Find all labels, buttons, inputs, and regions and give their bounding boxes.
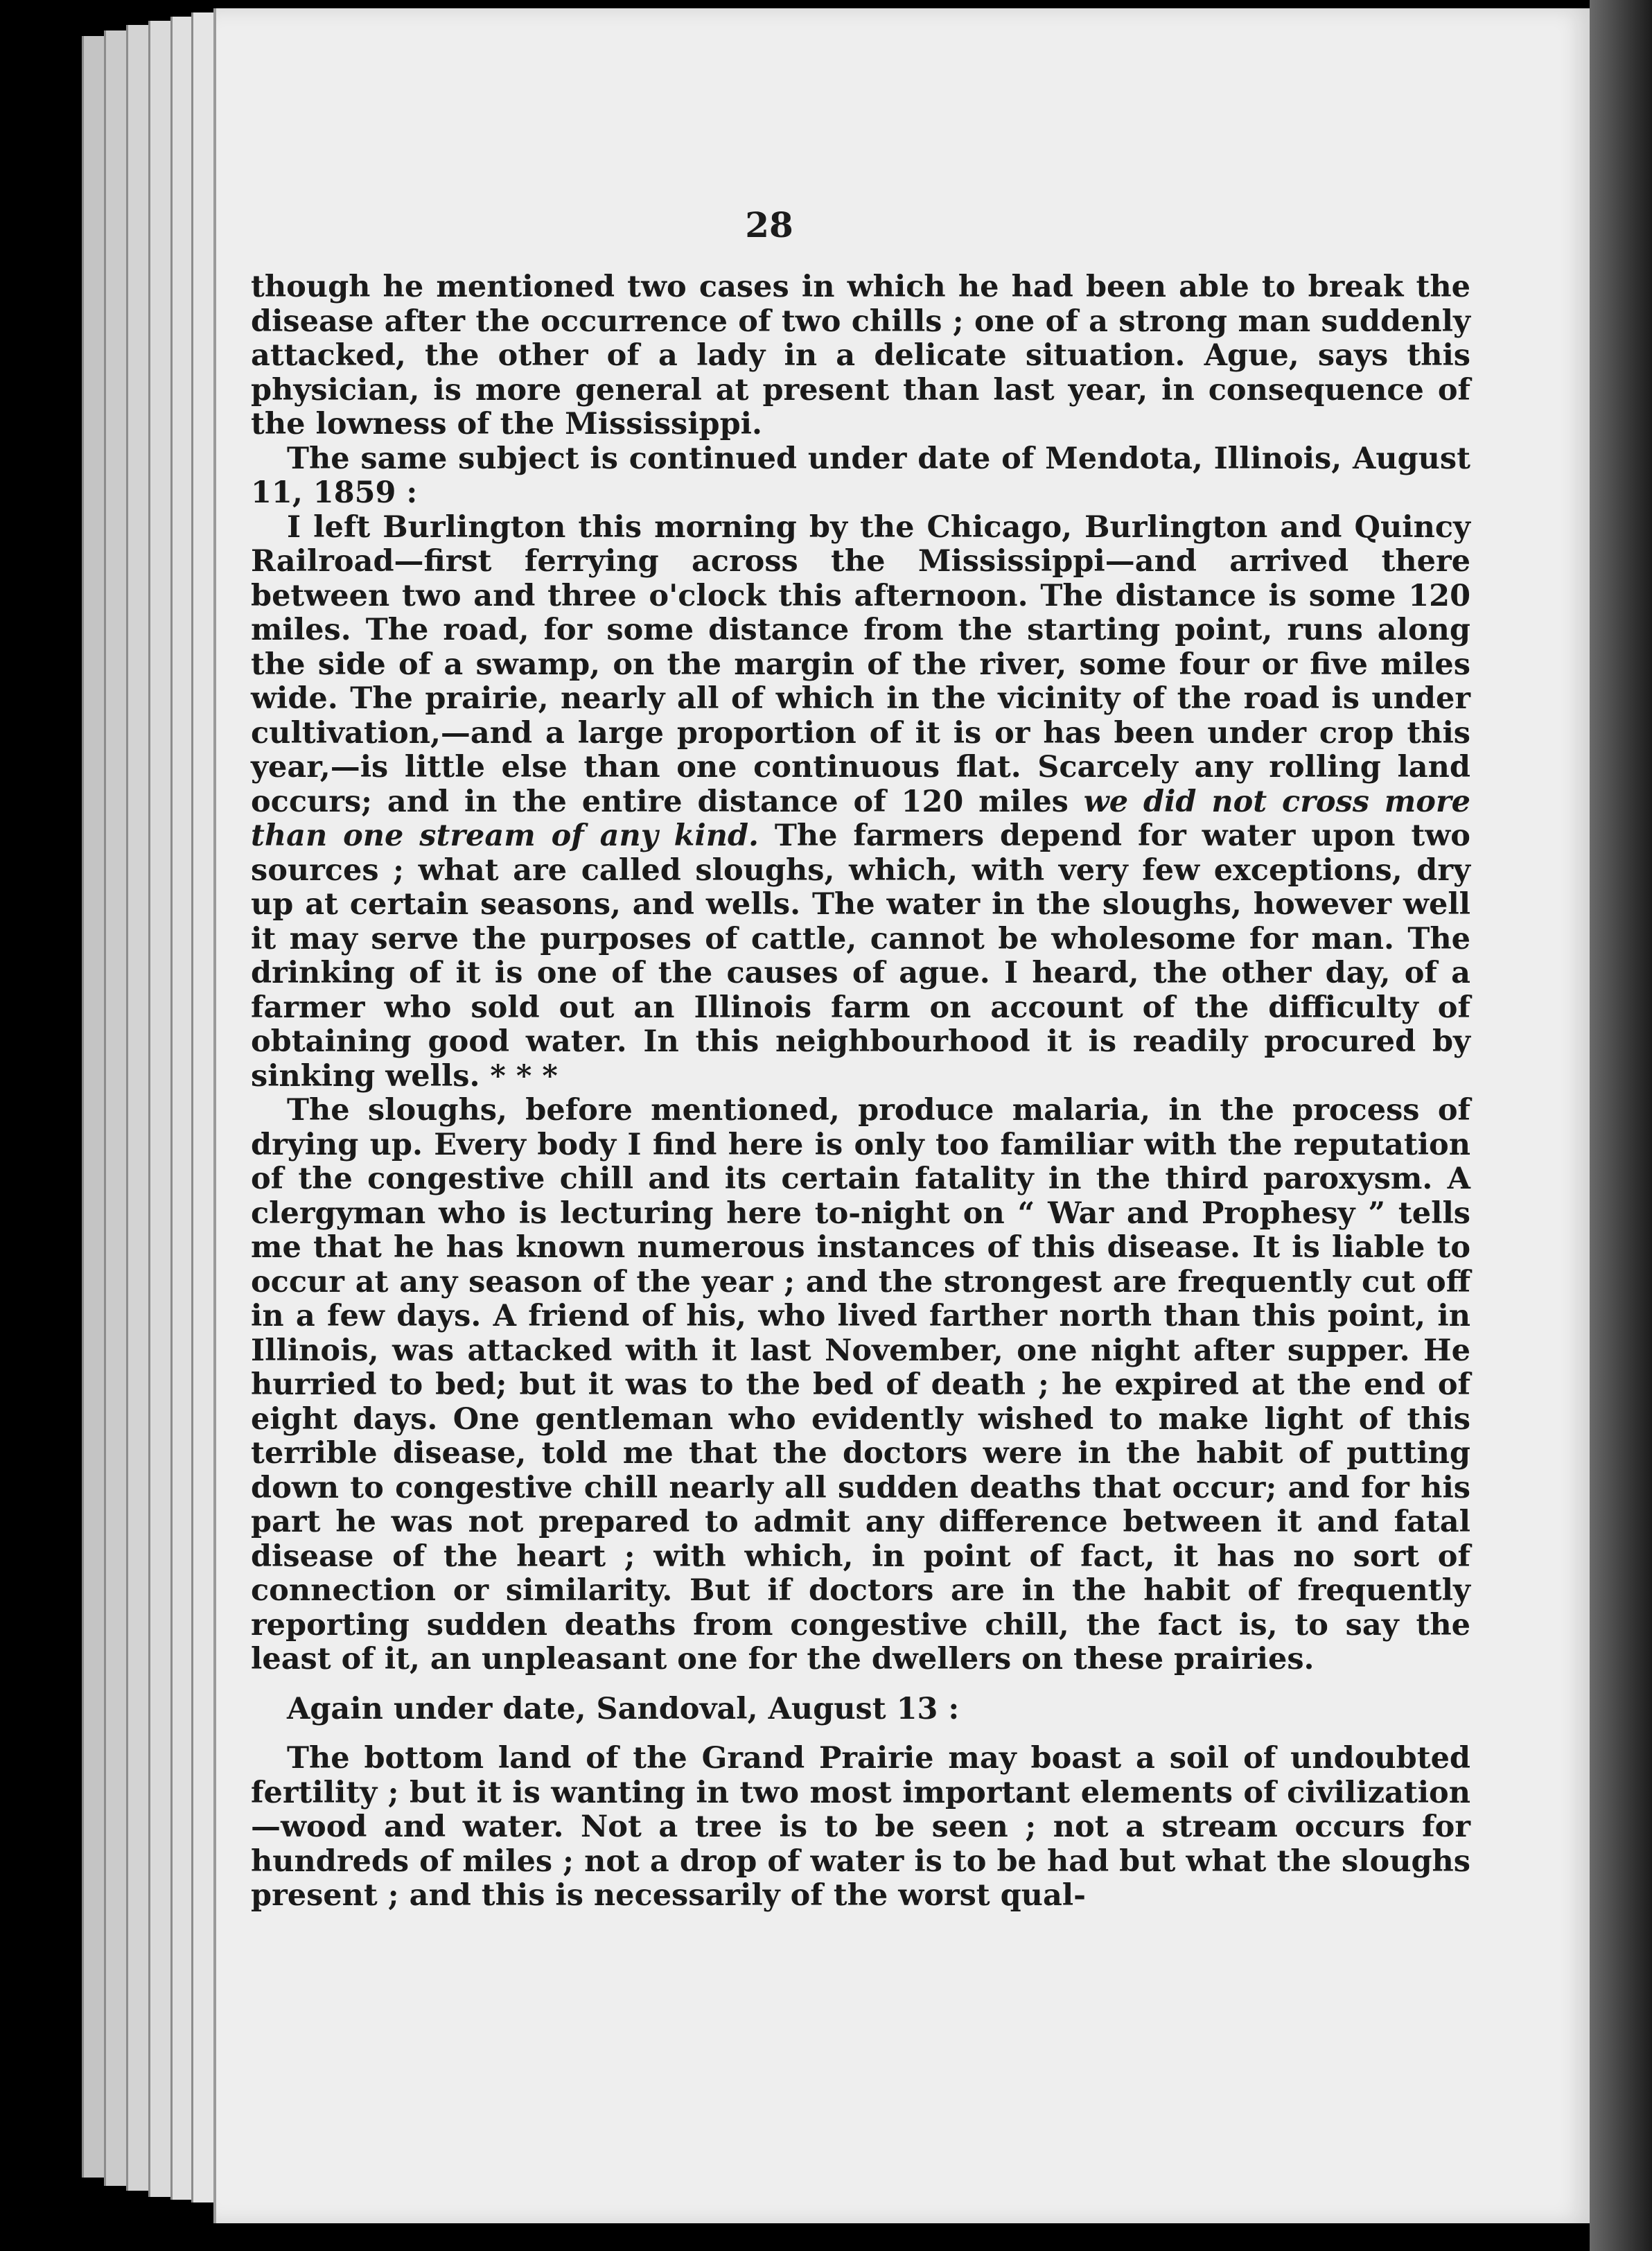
book-spine bbox=[1590, 0, 1652, 2251]
paragraph: The bottom land of the Grand Prairie may boast a soil of undoubted fertility ; but it is wanting in two most important elements of civilization—wood and water. Not a tree is to be seen ; not a stream occurs for hundreds of miles ; not a drop of water is to be had but what the sloughs present ; and this is necessarily of the worst qual- bbox=[251, 1741, 1470, 1913]
paragraph: The same subject is continued under date of Mendota, Illinois, August 11, 1859 : bbox=[251, 441, 1470, 510]
paragraph-text: I left Burlington this morning by the Chicago, Burlington and Quincy Railroad—first ferrying across the Mississippi—and arrived there between two and three o'clock this afternoon. The distance is some 120 miles. The road, for some distance from the starting point, runs along the side of a swamp, on the margin of the river, some four or five miles wide. The prairie, nearly all of which in the vicinity of the road is under cultivation,—and a large proportion of it is or has been under crop this year,—is little else than one continuous flat. Scarcely any rolling land occurs; and in the entire distance of 120 miles bbox=[251, 509, 1470, 819]
body-text bbox=[251, 270, 1470, 1913]
page-number: 28 bbox=[745, 204, 793, 245]
paragraph: The sloughs, before mentioned, produce malaria, in the process of drying up. Every body I find here is only too familiar with the reputation of the congestive chill and its certain fatality in the third paroxysm. A clergyman who is lecturing here to-night on “ War and Prophesy ” tells me that he has known numerous instances of this disease. It is liable to occur at any season of the year ; and the strongest are frequently cut off in a few days. A friend of his, who lived farther north than this point, in Illinois, was attacked with it last November, one night after supper. He hurried to bed; but it was to the bed of death ; he expired at the end of eight days. One gentleman who evidently wished to make light of this terrible disease, told me that the doctors were in the habit of putting down to congestive chill nearly all sudden deaths that occur; and for his part he was not prepared to admit any difference between it and fatal disease of the heart ; with which, in point of fact, it has no sort of connection or similarity. But if doctors are in the habit of frequently reporting sudden deaths from congestive chill, the fact is, to say the least of it, an unpleasant one for the dwellers on these prairies. bbox=[251, 1093, 1470, 1676]
italic-emphasis: we did not cross more than one stream of any kind. bbox=[251, 784, 1471, 853]
paragraph bbox=[251, 511, 1470, 1094]
paragraph: Again under date, Sandoval, August 13 : bbox=[287, 1691, 960, 1726]
paragraph: though he mentioned two cases in which he had been able to break the disease after the occurrence of two chills ; one of a strong man suddenly attacked, the other of a lady in a delicate situation. Ague, says this physician, is more general at present than last year, in consequence of the lowness of the Mississippi. bbox=[251, 270, 1470, 441]
paragraph-text: The farmers depend for water upon two sources ; what are called sloughs, which, with very few exceptions, dry up at certain seasons, and wells. The water in the sloughs, however well it may serve the purposes of cattle, cannot be wholesome for man. The drinking of it is one of the causes of ague. I heard, the other day, of a farmer who sold out an Illinois farm on account of the difficulty of obtaining good water. In this neighbourhood it is readily procured by sinking wells. * * * bbox=[251, 818, 1470, 1094]
